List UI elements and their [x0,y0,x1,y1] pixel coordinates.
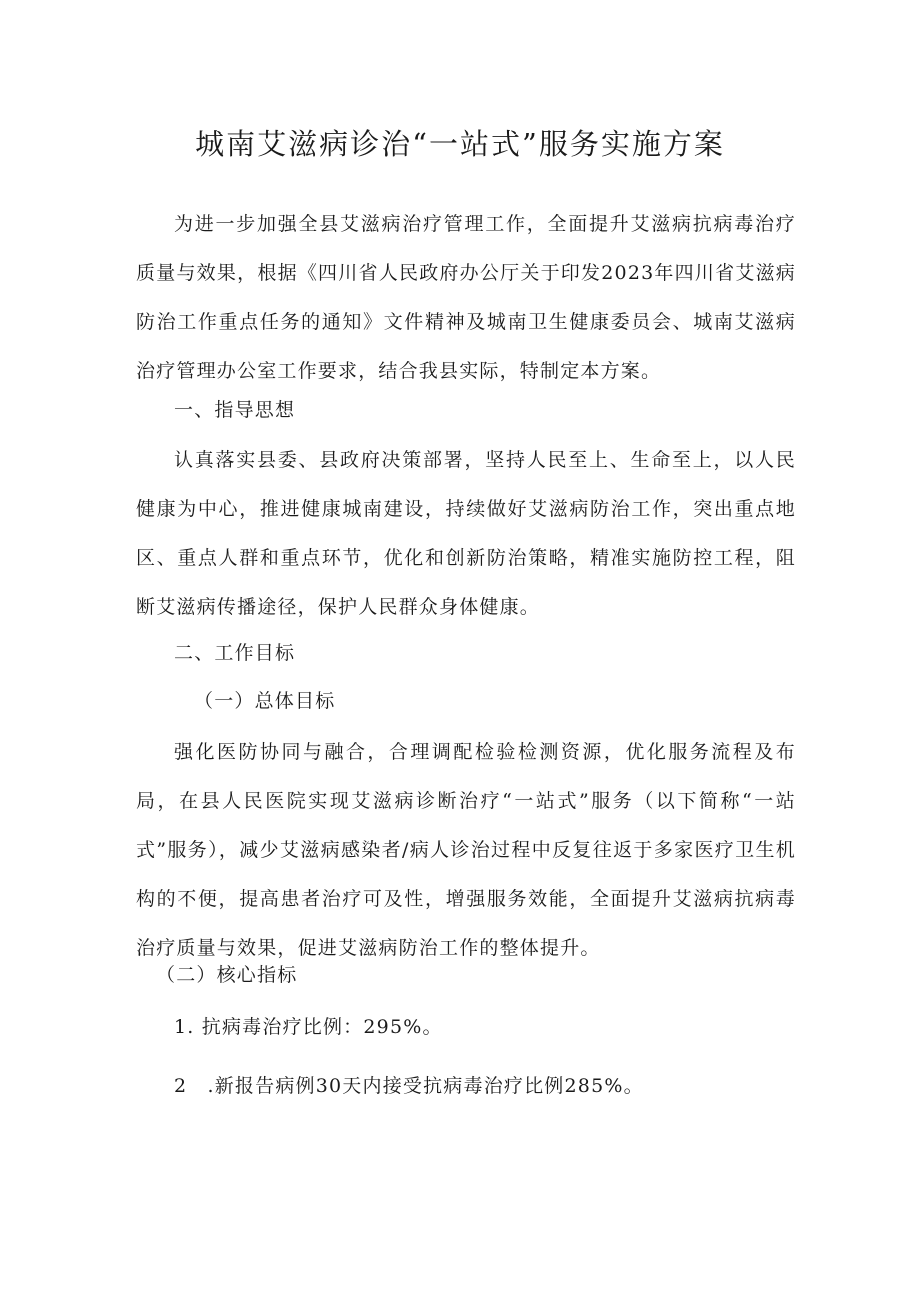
document-title: 城南艾滋病诊治“一站式”服务实施方案 [195,127,725,161]
indicator-item: 1. 抗病毒治疗比例：295%。 [174,1016,443,1038]
section-1-paragraph: 认真落实县委、县政府决策部署，坚持人民至上、生命至上，以人民健康为中心，推进健康城南建设，持续做好艾滋病防治工作，突出重点地区、重点人群和重点环节，优化和创新防治策略，精准实施防控工程，阻断艾滋病传播途径，保护人民群众身体健康。 [136,449,796,618]
subsection-1-paragraph: 强化医防协同与融合，合理调配检验检测资源，优化服务流程及布局，在县人民医院实现艾滋病诊断治疗“一站式”服务（以下简称“一站式”服务），减少艾滋病感染者/病人诊治过程中反复往返于多家医疗卫生机构的不便，提高患者治疗可及性，增强服务效能，全面提升艾滋病抗病毒治疗质量与效果，促进艾滋病防治工作的整体提升。 [136,741,796,959]
section-2-heading: 二、工作目标 [174,642,296,664]
subsection-2-heading: （二）核心指标 [156,964,298,986]
intro-paragraph: 为进一步加强全县艾滋病治疗管理工作，全面提升艾滋病抗病毒治疗质量与效果，根据《四川省人民政府办公厅关于印发2023年四川省艾滋病防治工作重点任务的通知》文件精神及城南卫生健康委员会、城南艾滋病治疗管理办公室工作要求，结合我县实际，特制定本方案。 [136,213,796,382]
subsection-1-heading: （一）总体目标 [194,690,336,712]
indicator-item: 2 .新报告病例30天内接受抗病毒治疗比例285%。 [174,1075,644,1097]
section-1-heading: 一、指导思想 [174,399,296,421]
